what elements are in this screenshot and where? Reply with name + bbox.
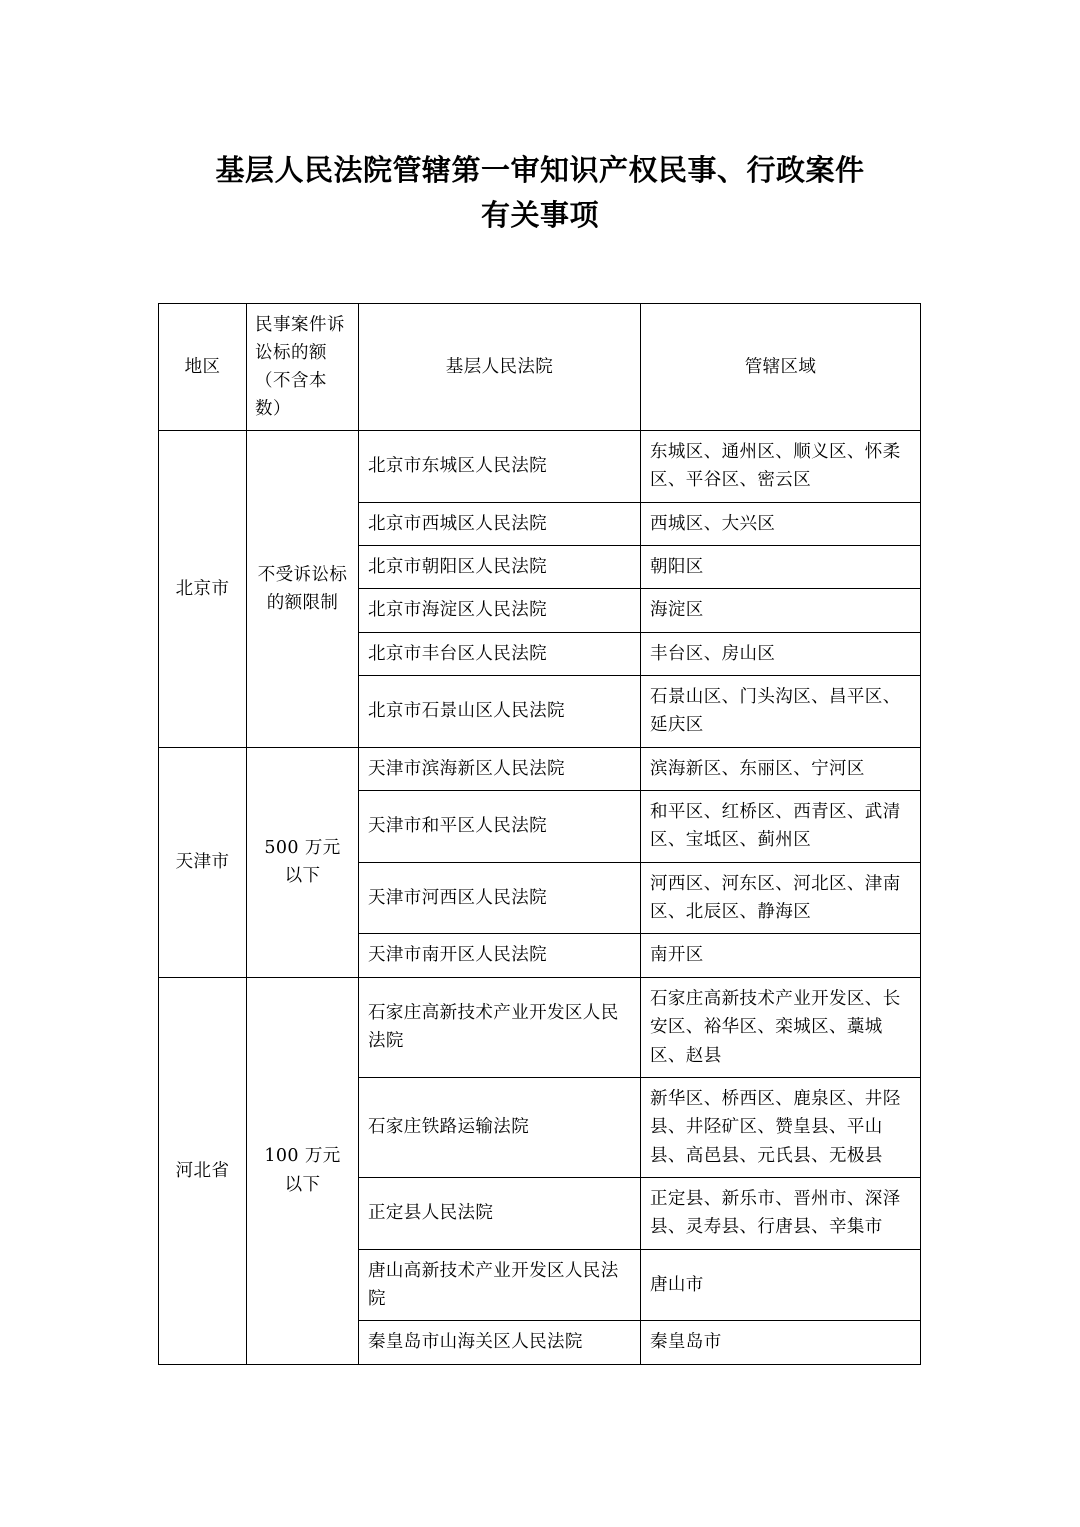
column-header-region: 地区	[159, 304, 247, 431]
cell-court: 北京市西城区人民法院	[359, 502, 641, 545]
cell-area: 南开区	[641, 934, 921, 977]
cell-area: 东城区、通州区、顺义区、怀柔区、平谷区、密云区	[641, 431, 921, 503]
table-header-row	[159, 304, 921, 431]
page-title-line-2: 有关事项	[480, 197, 599, 232]
cell-area: 正定县、新乐市、晋州市、深泽县、灵寿县、行唐县、辛集市	[641, 1177, 921, 1249]
cell-court: 石家庄高新技术产业开发区人民法院	[359, 977, 641, 1077]
cell-amount: 500 万元以下	[247, 747, 359, 977]
cell-area: 河西区、河东区、河北区、津南区、北辰区、静海区	[641, 862, 921, 934]
column-header-area: 管辖区域	[641, 304, 921, 431]
cell-area: 唐山市	[641, 1249, 921, 1321]
table-body	[159, 431, 921, 1365]
page-title	[150, 148, 930, 238]
cell-amount: 不受诉讼标的额限制	[247, 431, 359, 748]
cell-court: 唐山高新技术产业开发区人民法院	[359, 1249, 641, 1321]
table-row	[159, 747, 921, 790]
column-header-amount: 民事案件诉讼标的额（不含本数）	[247, 304, 359, 431]
page-title-line-1: 基层人民法院管辖第一审知识产权民事、行政案件	[215, 153, 865, 187]
cell-region: 河北省	[159, 977, 247, 1364]
cell-area: 秦皇岛市	[641, 1321, 921, 1364]
cell-court: 石家庄铁路运输法院	[359, 1077, 641, 1177]
cell-region: 天津市	[159, 747, 247, 977]
cell-area: 朝阳区	[641, 546, 921, 589]
cell-area: 和平区、红桥区、西青区、武清区、宝坻区、蓟州区	[641, 791, 921, 863]
cell-court: 北京市丰台区人民法院	[359, 632, 641, 675]
table-row	[159, 431, 921, 503]
cell-region: 北京市	[159, 431, 247, 748]
cell-area: 海淀区	[641, 589, 921, 632]
table-header	[159, 304, 921, 431]
column-header-court: 基层人民法院	[359, 304, 641, 431]
cell-court: 北京市朝阳区人民法院	[359, 546, 641, 589]
cell-area: 西城区、大兴区	[641, 502, 921, 545]
cell-court: 北京市海淀区人民法院	[359, 589, 641, 632]
cell-area: 石家庄高新技术产业开发区、长安区、裕华区、栾城区、藁城区、赵县	[641, 977, 921, 1077]
cell-amount: 100 万元以下	[247, 977, 359, 1364]
cell-court: 正定县人民法院	[359, 1177, 641, 1249]
cell-court: 天津市和平区人民法院	[359, 791, 641, 863]
cell-area: 滨海新区、东丽区、宁河区	[641, 747, 921, 790]
table-row	[159, 977, 921, 1077]
cell-area: 新华区、桥西区、鹿泉区、井陉县、井陉矿区、赞皇县、平山县、高邑县、元氏县、无极县	[641, 1077, 921, 1177]
cell-court: 北京市东城区人民法院	[359, 431, 641, 503]
cell-court: 天津市河西区人民法院	[359, 862, 641, 934]
cell-court: 天津市滨海新区人民法院	[359, 747, 641, 790]
cell-area: 丰台区、房山区	[641, 632, 921, 675]
cell-court: 天津市南开区人民法院	[359, 934, 641, 977]
jurisdiction-table	[158, 303, 921, 1365]
cell-court: 秦皇岛市山海关区人民法院	[359, 1321, 641, 1364]
cell-area: 石景山区、门头沟区、昌平区、延庆区	[641, 676, 921, 748]
cell-court: 北京市石景山区人民法院	[359, 676, 641, 748]
